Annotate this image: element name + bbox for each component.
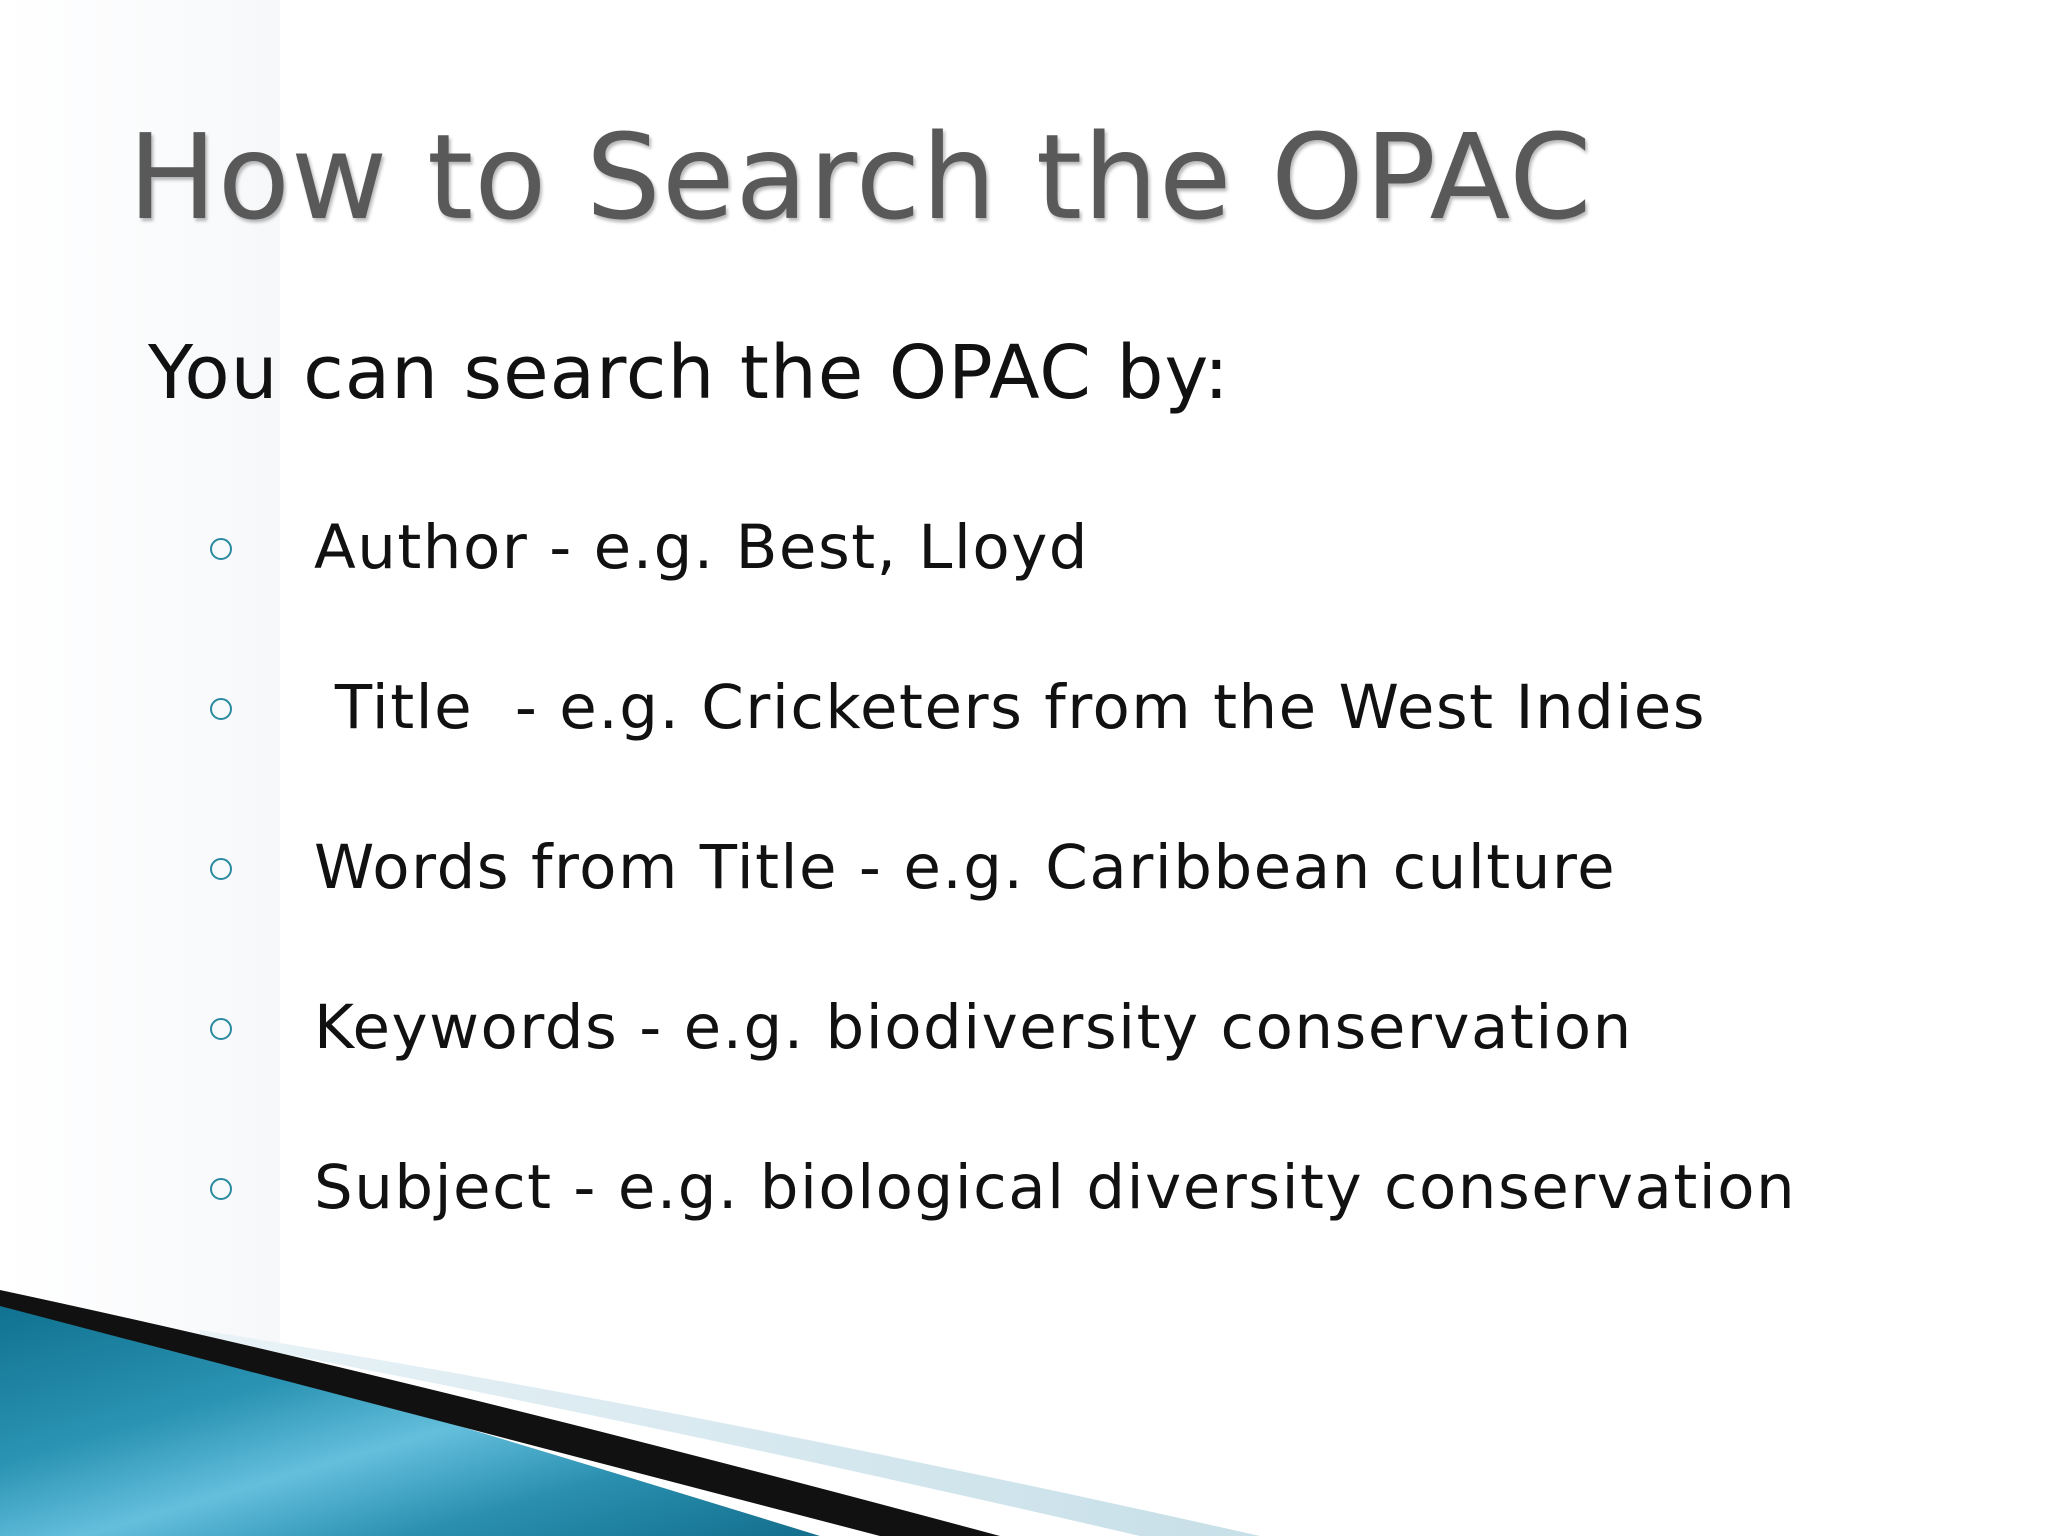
slide-title: How to Search the OPAC <box>128 108 1593 246</box>
bullet-text: Author - e.g. Best, Lloyd <box>314 512 1090 583</box>
bullet-text: Keywords - e.g. biodiversity conservation <box>314 992 1633 1063</box>
intro-text: You can search the OPAC by: <box>148 330 1230 416</box>
bullet-text: Title - e.g. Cricketers from the West Indies <box>314 672 1707 743</box>
bullet-text: Subject - e.g. biological diversity conservation <box>314 1152 1797 1223</box>
bullet-text: Words from Title - e.g. Caribbean culture <box>314 832 1617 903</box>
